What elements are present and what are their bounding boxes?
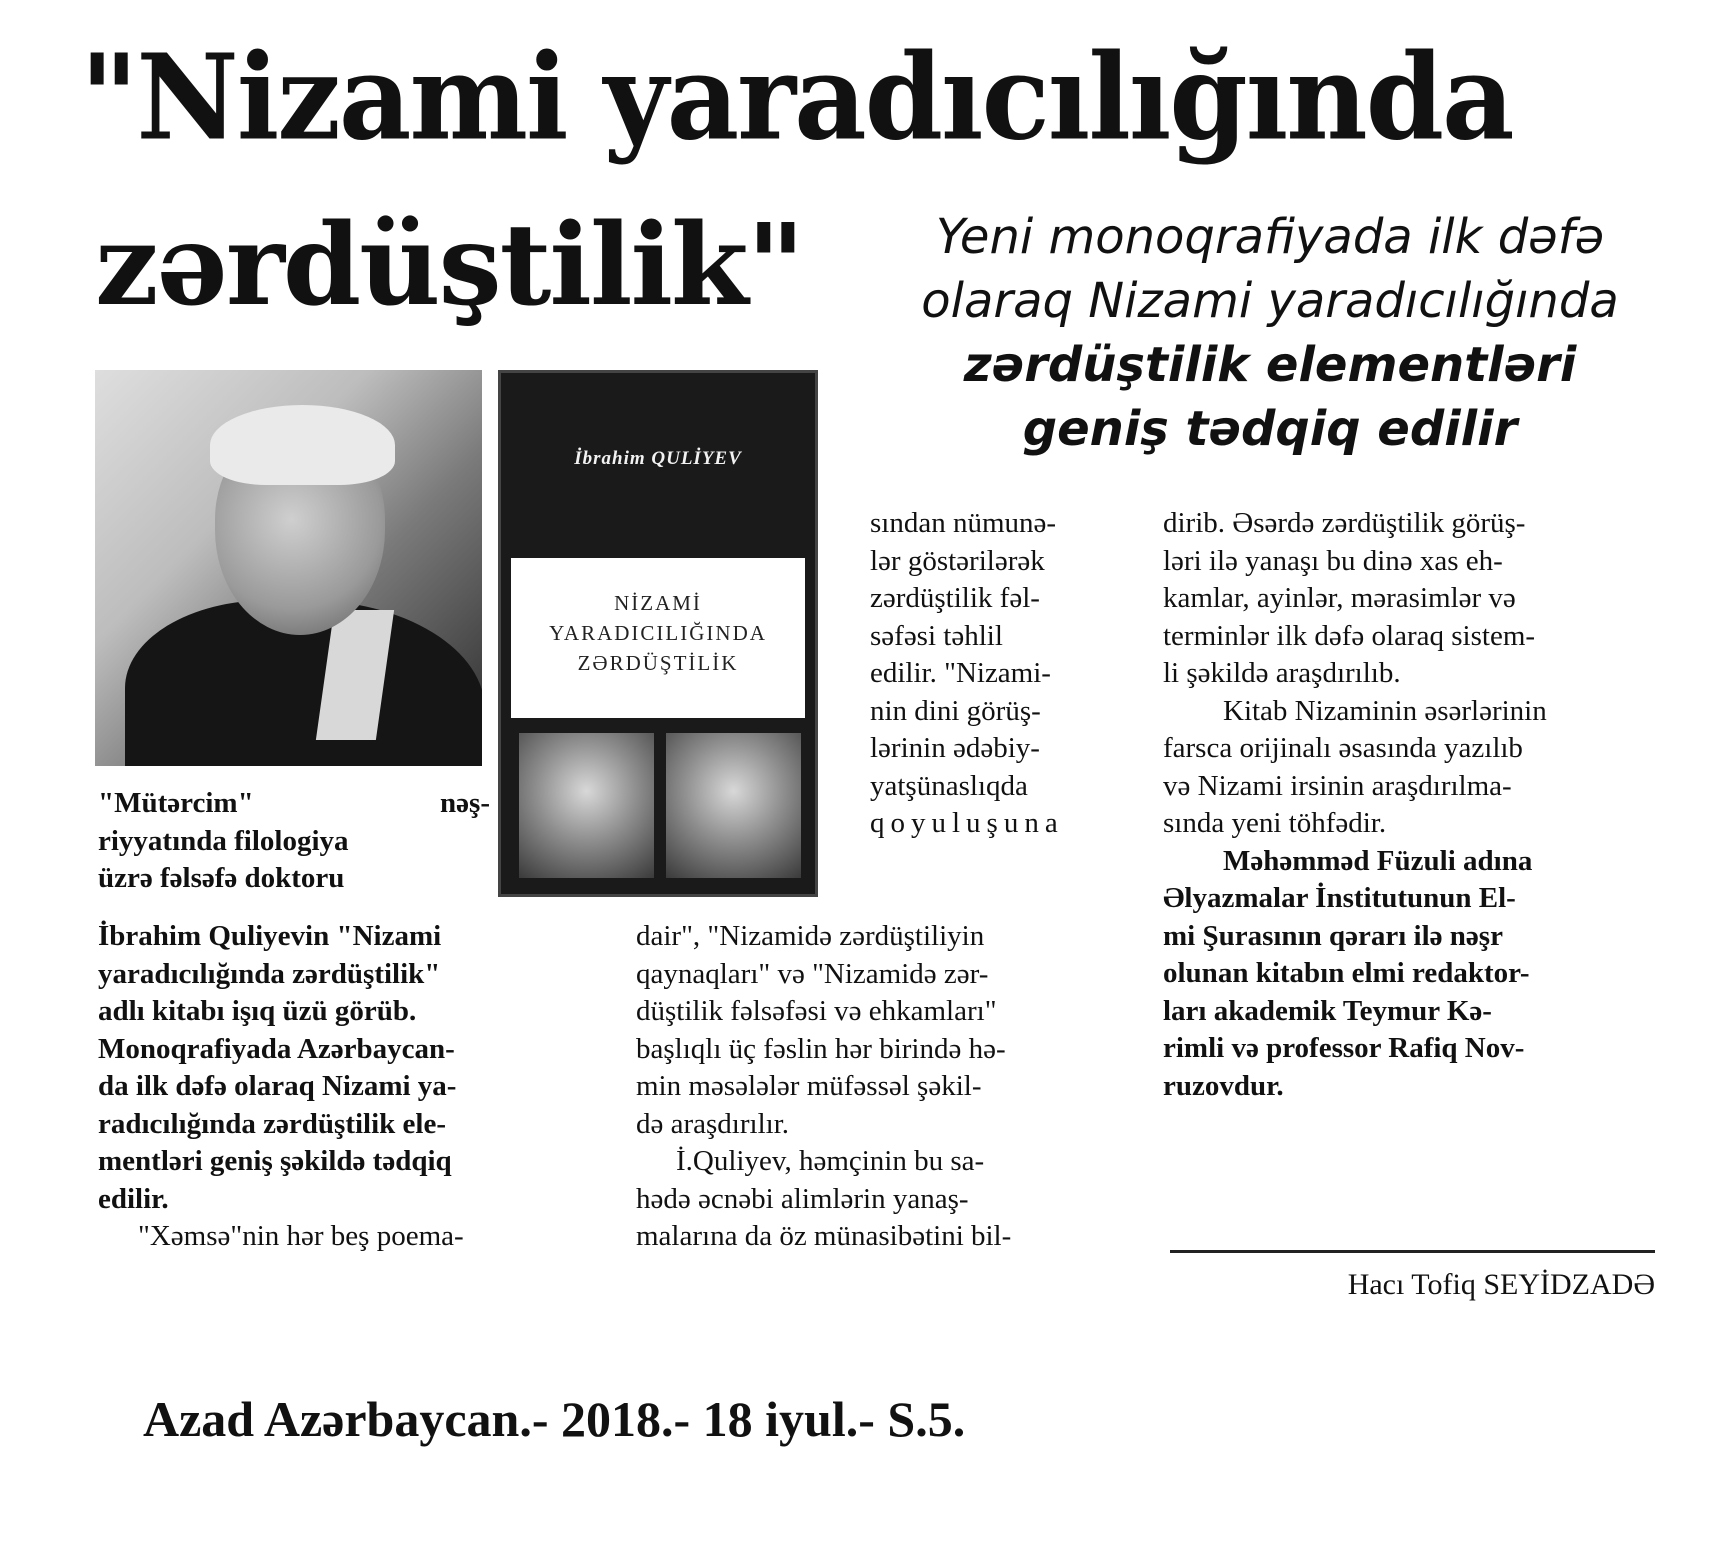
text-line: üzrə fəlsəfə doktoru [98,862,345,894]
subhead-line-4: geniş tədqiq edilir [1022,401,1518,457]
book-title-line-3: ZƏRDÜŞTİLİK [577,651,739,675]
text-line: edilir. "Nizami- [870,657,1051,689]
text-line: li şəkildə araşdırılıb. [1163,657,1401,689]
text-line: sından nümunə- [870,507,1057,539]
book-title-line-1: NİZAMİ [614,591,702,615]
text-line: sında yeni töhfədir. [1163,807,1387,839]
text-line: düştilik fəlsəfəsi və ehkamları" [636,995,997,1027]
book-cover [498,370,818,897]
text-line: malarına da öz münasibətini bil- [636,1220,1012,1252]
text-line: dair", "Nizamidə zərdüştiliyin [636,920,985,952]
subhead-line-1: Yeni monoqrafiyada ilk dəfə [935,209,1605,265]
book-cover-image-right [666,733,801,878]
text-line: lərinin ədəbiy- [870,732,1040,764]
text-line: nin dini görüş- [870,694,1041,727]
subhead-line-2: olaraq Nizami yaradıcılığında [921,273,1619,329]
text-line: kamlar, ayinlər, mərasimlər və [1163,582,1516,614]
text-line: yaradıcılığında zərdüştilik" [98,957,441,990]
text-line: rimli və professor Rafiq Nov- [1163,1032,1525,1064]
text-line: Məhəmməd Füzuli adına [1223,844,1533,877]
text-line: də araşdırılır. [636,1107,790,1140]
book-cover-title [511,588,805,678]
text-line: İbrahim Quliyevin "Nizami [98,920,442,952]
text-line: ləri ilə yanaşı bu dinə xas eh- [1163,544,1503,577]
text-line: İ.Quliyev, həmçinin bu sa- [676,1145,985,1177]
book-cover-author: İbrahim QULİYEV [574,448,742,469]
text-line: mentləri geniş şəkildə tədqiq [98,1145,452,1177]
column-2-top [870,505,1115,843]
text-line: dirib. Əsərdə zərdüştilik görüş- [1163,507,1526,539]
text-line: başlıqlı üç fəslin hər birində hə- [636,1032,1006,1065]
subhead-line-3: zərdüştilik elementləri [963,337,1577,393]
book-cover-title-panel [511,558,805,718]
book-title-line-2: YARADICILIĞINDA [549,621,767,645]
text-line: ları akademik Teymur Kə- [1163,994,1492,1027]
text-line: edilir. [98,1182,169,1215]
text-line: Monoqrafiyada Azərbaycan- [98,1032,455,1065]
text-line: "Xəmsə"nin hər beş poema- [138,1220,464,1252]
text-line [98,785,490,823]
author-photo [95,370,482,766]
column-2-bottom [636,918,1116,1256]
text-word: "Mütərcim" [98,787,254,819]
text-line: mi Şurasının qərarı ilə nəşr [1163,919,1503,952]
text-line: min məsələlər müfəssəl şəkil- [636,1070,982,1102]
text-line: lər göstərilərək [870,544,1045,577]
headline-line-1: "Nizami yaradıcılığında [80,29,1513,168]
text-line: adlı kitabı işıq üzü görüb. [98,995,417,1027]
byline: Hacı Tofiq SEYİDZADƏ [1347,1268,1655,1301]
text-line: qaynaqları" və "Nizamidə zər- [636,957,989,990]
text-line: da ilk dəfə olaraq Nizami ya- [98,1070,457,1102]
text-line: zərdüştilik fəl- [870,582,1040,614]
text-line: və Nizami irsinin araşdırılma- [1163,769,1512,802]
column-3 [1163,505,1655,1105]
column-1-top [98,785,490,898]
text-word: nəş- [440,787,490,819]
text-line: səfəsi təhlil [870,619,1003,652]
text-line: ruzovdur. [1163,1069,1284,1102]
photo-hair-shape [210,405,395,485]
headline-line-2: zərdüştilik" [95,200,803,331]
subheadline [860,205,1680,461]
text-line: Əlyazmalar İnstitutunun El- [1163,882,1516,914]
text-line: hədə əcnəbi alimlərin yanaş- [636,1182,969,1215]
source-citation: Azad Azərbaycan.- 2018.- 18 iyul.- S.5. [143,1391,966,1447]
text-line: olunan kitabın elmi redaktor- [1163,957,1530,989]
text-line: radıcılığında zərdüştilik ele- [98,1107,446,1140]
text-line: yatşünaslıqda [870,769,1028,802]
text-line: qoyuluşuna [870,807,1064,839]
column-1-bottom [98,918,588,1256]
text-line: Kitab Nizaminin əsərlərinin [1223,694,1547,727]
byline-divider [1170,1250,1655,1253]
book-cover-image-left [519,733,654,878]
text-line: terminlər ilk dəfə olaraq sistem- [1163,619,1536,652]
text-line: riyyatında filologiya [98,824,349,857]
text-line: farsca orijinalı əsasında yazılıb [1163,732,1523,764]
